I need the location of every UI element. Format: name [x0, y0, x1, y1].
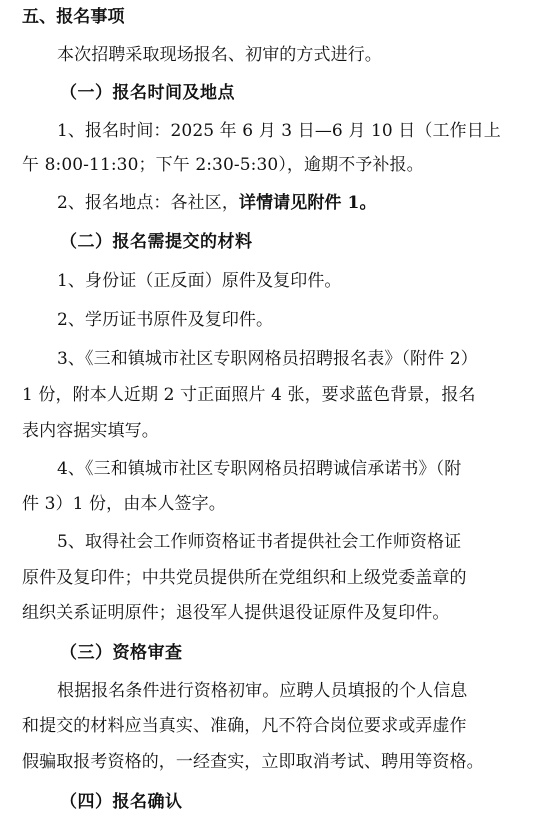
material-item-5-line-1: 5、取得社会工作师资格证书者提供社会工作师资格证 [57, 532, 462, 552]
material-item-5-line-2: 原件及复印件；中共党员提供所在党组织和上级党委盖章的 [22, 568, 467, 588]
material-item-3-line-1: 3、《三和镇城市社区专职网格员招聘报名表》（附件 2） [57, 349, 478, 369]
material-item-5-line-3: 组织关系证明原件；退役军人提供退役证原件及复印件。 [22, 603, 450, 623]
material-item-3-line-3: 表内容据实填写。 [22, 421, 159, 441]
material-item-2: 2、学历证书原件及复印件。 [57, 310, 274, 330]
item-time-line-1: 1、报名时间：2025 年 6 月 3 日—6 月 10 日（工作日上 [57, 121, 501, 141]
review-text-line-3: 假骗取报考资格的，一经查实，立即取消考试、聘用等资格。 [22, 752, 484, 772]
item-location [57, 193, 523, 213]
item-location-prefix: 2、报名地点：各社区， [57, 193, 239, 213]
review-text-line-1: 根据报名条件进行资格初审。应聘人员填报的个人信息 [57, 681, 468, 701]
section-heading: 五、报名事项 [22, 7, 125, 27]
material-item-1: 1、身份证（正反面）原件及复印件。 [57, 271, 342, 291]
item-location-detail: 详情请见附件 1。 [238, 193, 377, 213]
item-time-line-2: 午 8:00-11:30；下午 2:30-5:30），逾期不予补报。 [22, 155, 424, 175]
material-item-4-line-2: 件 3）1 份，由本人签字。 [22, 494, 226, 514]
material-item-4-line-1: 4、《三和镇城市社区专职网格员招聘诚信承诺书》（附 [57, 459, 462, 479]
intro-text: 本次招聘采取现场报名、初审的方式进行。 [57, 45, 382, 65]
subsection-title-time-location: （一）报名时间及地点 [60, 83, 235, 103]
subsection-title-confirm: （四）报名确认 [60, 792, 183, 812]
material-item-3-line-2: 1 份，附本人近期 2 寸正面照片 4 张，要求蓝色背景，报名 [22, 385, 476, 405]
subsection-title-review: （三）资格审查 [60, 643, 183, 663]
subsection-title-materials: （二）报名需提交的材料 [60, 232, 253, 252]
review-text-line-2: 和提交的材料应当真实、准确，凡不符合岗位要求或弄虚作 [22, 716, 467, 736]
